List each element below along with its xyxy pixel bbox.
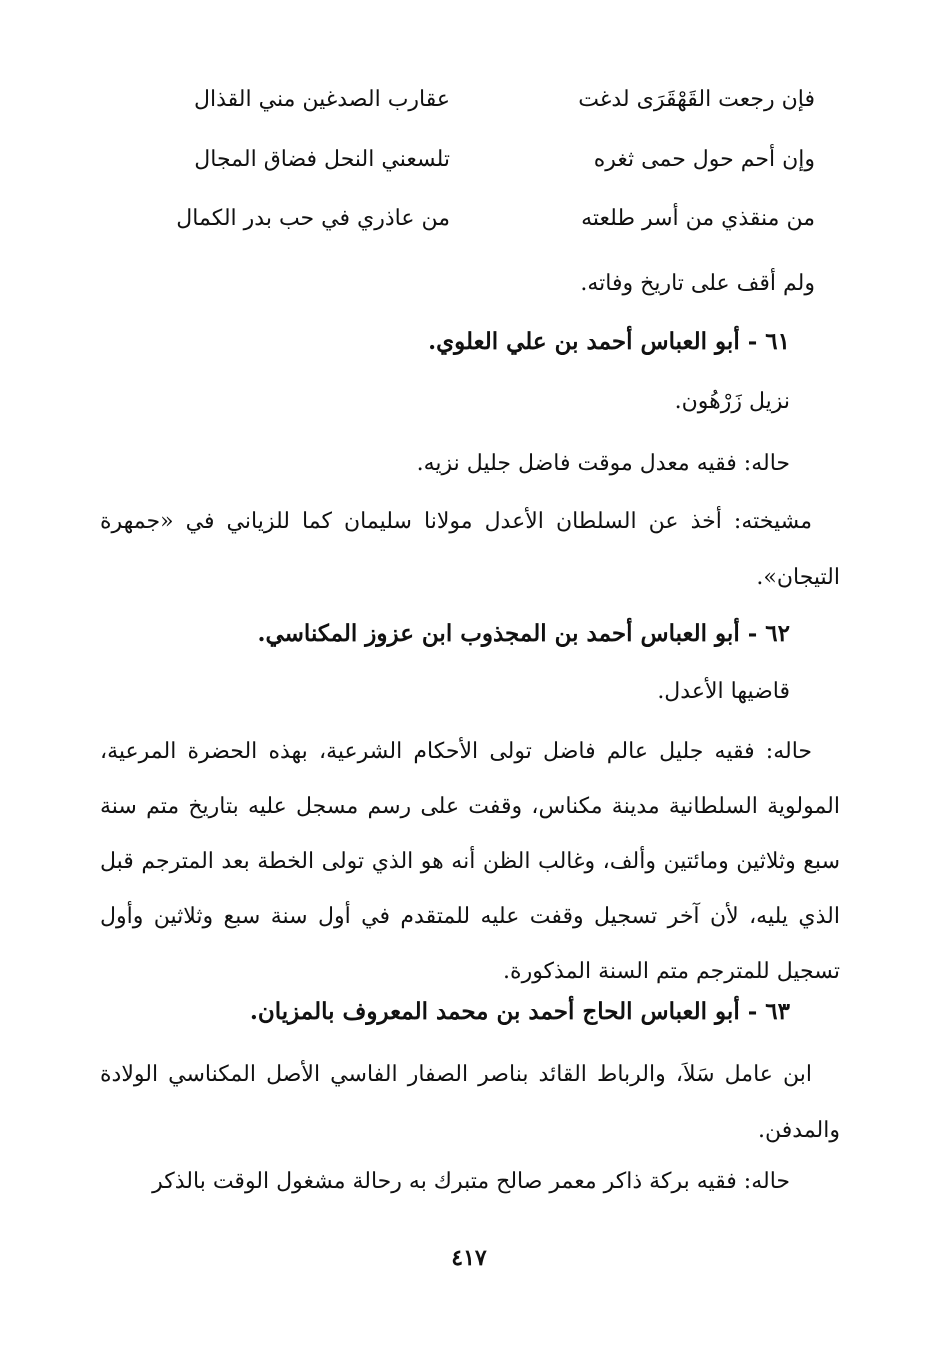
verse-2-first-hemistich: وإن أحم حول حمى ثغره [593, 147, 815, 172]
entry-63-origin: ابن عامل سَلاَ، والرباط القائد بناصر الصفار الفاسي الأصل المكناسي الولادة والمدفن. [100, 1062, 840, 1143]
verse-2-second-hemistich: تلسعني النحل فضاق المجال [194, 147, 450, 172]
entry-62-role: قاضيها الأعدل. [657, 679, 790, 704]
entry-61-residence: نزيل زَرْهُون. [674, 389, 790, 414]
entry-62-status: حاله: فقيه جليل عالم فاضل تولى الأحكام الشرعية، بهذه الحضرة المرعية، المولوية السلطانية مدينة مكناس، وقفت على رسم مسجل عليه بتاريخ متم سنة سبع وثلاثين ومائتين وألف، وغالب الظن أنه هو الذي تولى الخطة بعد المترجم قبل الذي يليه، لأن آخر تسجيل وقفت عليه للمتقدم في أول سنة سبع وثلاثين وأول تسجيل للمترجم متم السنة المذكورة. [100, 739, 840, 984]
entry-62-heading: ٦٢ - أبو العباس أحمد بن المجذوب ابن عزوز المكناسي. [257, 620, 790, 647]
verse-3-second-hemistich: من عاذري في حب بدر الكمال [176, 206, 450, 231]
verse-1-second-hemistich: عقارب الصدغين مني القذال [194, 87, 450, 112]
verse-1-first-hemistich: فإن رجعت القَهْقَرَى لدغت [578, 87, 815, 112]
entry-61-heading: ٦١ - أبو العباس أحمد بن علي العلوي. [428, 328, 790, 355]
verse-line-1 [100, 80, 815, 120]
entry-63-status: حاله: فقيه بركة ذاكر معمر صالح متبرك به رحالة مشغول الوقت بالذكر [152, 1169, 790, 1194]
page-number: ٤١٧ [451, 1245, 487, 1271]
entry-63-heading: ٦٣ - أبو العباس الحاج أحمد بن محمد المعروف بالمزيان. [249, 998, 790, 1025]
death-date-note: ولم أقف على تاريخ وفاته. [580, 271, 815, 296]
verse-line-2 [100, 140, 815, 180]
verse-3-first-hemistich: من منقذي من أسر طلعته [581, 206, 815, 231]
entry-61-teachers: مشيخته: أخذ عن السلطان الأعدل مولانا سليمان كما للزياني في «جمهرة التيجان». [100, 509, 840, 590]
verse-line-3 [100, 199, 815, 239]
entry-61-status: حاله: فقيه معدل موقت فاضل جليل نزيه. [416, 451, 790, 476]
